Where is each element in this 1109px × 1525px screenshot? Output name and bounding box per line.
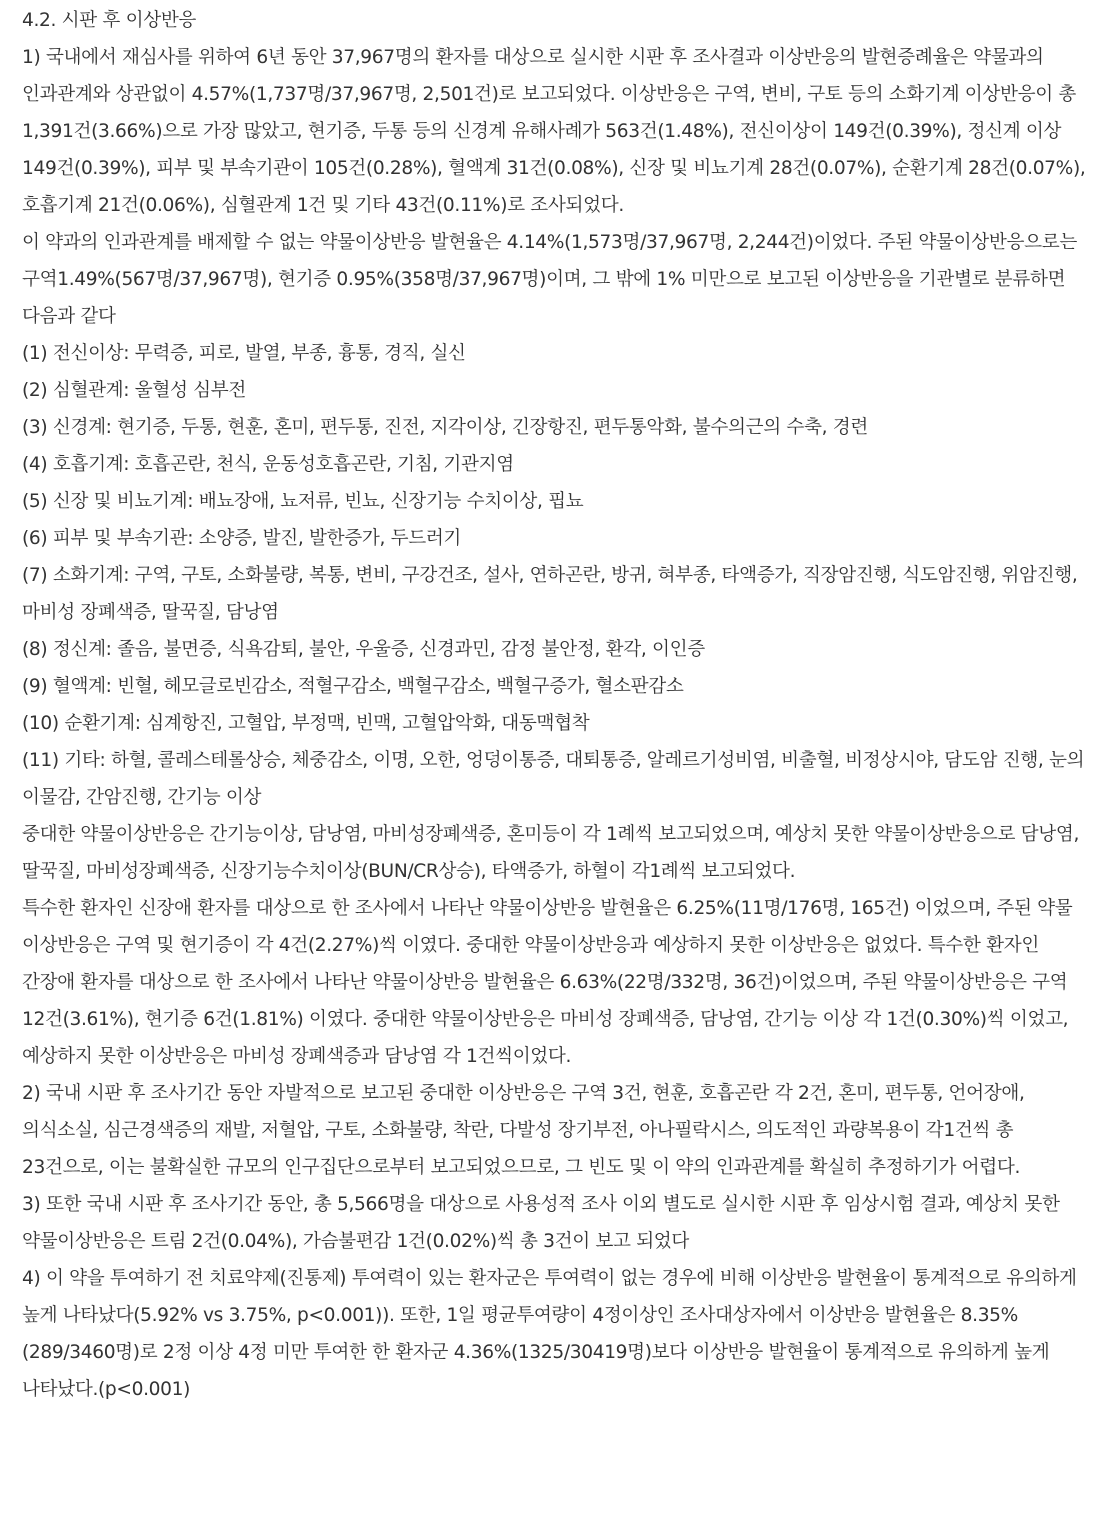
paragraph-adr-rate: 이 약과의 인과관계를 배제할 수 없는 약물이상반응 발현율은 4.14%(1,573명/37,967명, 2,244건)이었다. 주된 약물이상반응으로는 구역1.49%(567명/37,967명), 현기증 0.95%(358명/37,967명)이며, 그 밖에 1% 미만으로 보고된 이상반응을 기관별로 분류하면 다음과 같다 bbox=[22, 232, 1077, 327]
list-item-blood: (9) 혈액계: 빈혈, 헤모글로빈감소, 적혈구감소, 백혈구감소, 백혈구증가, 혈소판감소 bbox=[22, 676, 684, 697]
list-item-digestive: (7) 소화기계: 구역, 구토, 소화불량, 복통, 변비, 구강건조, 설사, 연하곤란, 방귀, 혀부종, 타액증가, 직장암진행, 식도암진행, 위암진행, 마비성 장폐색증, 딸꾹질, 담낭염 bbox=[22, 565, 1078, 623]
paragraph-special-patients: 특수한 환자인 신장애 환자를 대상으로 한 조사에서 나타난 약물이상반응 발현율은 6.25%(11명/176명, 165건) 이었으며, 주된 약물 이상반응은 구역 및 현기증이 각 4건(2.27%)씩 이였다. 중대한 약물이상반응과 예상하지 못한 이상반응은 없었다. 특수한 환자인 간장애 환자를 대상으로 한 조사에서 나타난 약물이상반응 발현율은 6.63%(22명/332명, 36건)이었으며, 주된 약물이상반응은 구역 12건(3.61%), 현기증 6건(1.81%) 이였다. 중대한 약물이상반응은 마비성 장폐색증, 담낭염, 간기능 이상 각 1건(0.30%)씩 이었고, 예상하지 못한 이상반응은 마비성 장폐색증과 담낭염 각 1건씩이었다. bbox=[22, 898, 1073, 1067]
list-item-nervous: (3) 신경계: 현기증, 두통, 현훈, 혼미, 편두통, 진전, 지각이상, 긴장항진, 편두통악화, 불수의근의 수축, 경련 bbox=[22, 417, 868, 438]
list-item-renal-urinary: (5) 신장 및 비뇨기계: 배뇨장애, 뇨저류, 빈뇨, 신장기능 수치이상, 핍뇨 bbox=[22, 491, 584, 512]
list-item-respiratory: (4) 호흡기계: 호흡곤란, 천식, 운동성호흡곤란, 기침, 기관지염 bbox=[22, 454, 514, 475]
paragraph-serious-adr: 중대한 약물이상반응은 간기능이상, 담낭염, 마비성장폐색증, 혼미등이 각 1례씩 보고되었으며, 예상치 못한 약물이상반응으로 담낭염, 딸꾹질, 마비성장폐색증, 신장기능수치이상(BUN/CR상승), 타액증가, 하혈이 각1례씩 보고되었다. bbox=[22, 824, 1080, 882]
paragraph-survey-overview: 1) 국내에서 재심사를 위하여 6년 동안 37,967명의 환자를 대상으로 실시한 시판 후 조사결과 이상반응의 발현증례율은 약물과의 인과관계와 상관없이 4.57%(1,737명/37,967명, 2,501건)로 보고되었다. 이상반응은 구역, 변비, 구토 등의 소화기계 이상반응이 총 1,391건(3.66%)으로 가장 많았고, 현기증, 두통 등의 신경계 유해사례가 563건(1.48%), 전신이상이 149건(0.39%), 정신계 이상 149건(0.39%), 피부 및 부속기관이 105건(0.28%), 혈액계 31건(0.08%), 신장 및 비뇨기계 28건(0.07%), 순환기계 28건(0.07%), 호흡기계 21건(0.06%), 심혈관계 1건 및 기타 43건(0.11%)로 조사되었다. bbox=[22, 47, 1086, 216]
list-item-cardiovascular: (2) 심혈관계: 울혈성 심부전 bbox=[22, 380, 246, 401]
list-item-skin: (6) 피부 및 부속기관: 소양증, 발진, 발한증가, 두드러기 bbox=[22, 528, 462, 549]
list-item-circulatory: (10) 순환기계: 심계항진, 고혈압, 부정맥, 빈맥, 고혈압악화, 대동맥협착 bbox=[22, 713, 590, 734]
paragraph-spontaneous-reports: 2) 국내 시판 후 조사기간 동안 자발적으로 보고된 중대한 이상반응은 구역 3건, 현훈, 호흡곤란 각 2건, 혼미, 편두통, 언어장애, 의식소실, 심근경색증의 재발, 저혈압, 구토, 소화불량, 착란, 다발성 장기부전, 아나필락시스, 의도적인 과량복용이 각1건씩 총 23건으로, 이는 불확실한 규모의 인구집단으로부터 보고되었으므로, 그 빈도 및 이 약의 인과관계를 확실히 추정하기가 어렵다. bbox=[22, 1083, 1025, 1178]
list-item-other: (11) 기타: 하혈, 콜레스테롤상승, 체중감소, 이명, 오한, 엉덩이통증, 대퇴통증, 알레르기성비염, 비출혈, 비정상시야, 담도암 진행, 눈의 이물감, 간암진행, 간기능 이상 bbox=[22, 750, 1085, 808]
paragraph-prior-treatment: 4) 이 약을 투여하기 전 치료약제(진통제) 투여력이 있는 환자군은 투여력이 없는 경우에 비해 이상반응 발현율이 통계적으로 유의하게 높게 나타났다(5.92% vs 3.75%, p<0.001)). 또한, 1일 평균투여량이 4정이상인 조사대상자에서 이상반응 발현율은 8.35%(289/3460명)로 2정 이상 4정 미만 투여한 한 환자군 4.36%(1325/30419명)보다 이상반응 발현율이 통계적으로 유의하게 높게 나타났다.(p<0.001) bbox=[22, 1268, 1077, 1400]
paragraph-post-marketing-trial: 3) 또한 국내 시판 후 조사기간 동안, 총 5,566명을 대상으로 사용성적 조사 이외 별도로 실시한 시판 후 임상시험 결과, 예상치 못한 약물이상반응은 트림 2건(0.04%), 가슴불편감 1건(0.02%)씩 총 3건이 보고 되었다 bbox=[22, 1194, 1060, 1252]
section-title: 4.2. 시판 후 이상반응 bbox=[22, 10, 197, 31]
list-item-psychiatric: (8) 정신계: 졸음, 불면증, 식욕감퇴, 불안, 우울증, 신경과민, 감정 불안정, 환각, 이인증 bbox=[22, 639, 705, 660]
list-item-general: (1) 전신이상: 무력증, 피로, 발열, 부종, 흉통, 경직, 실신 bbox=[22, 343, 466, 364]
